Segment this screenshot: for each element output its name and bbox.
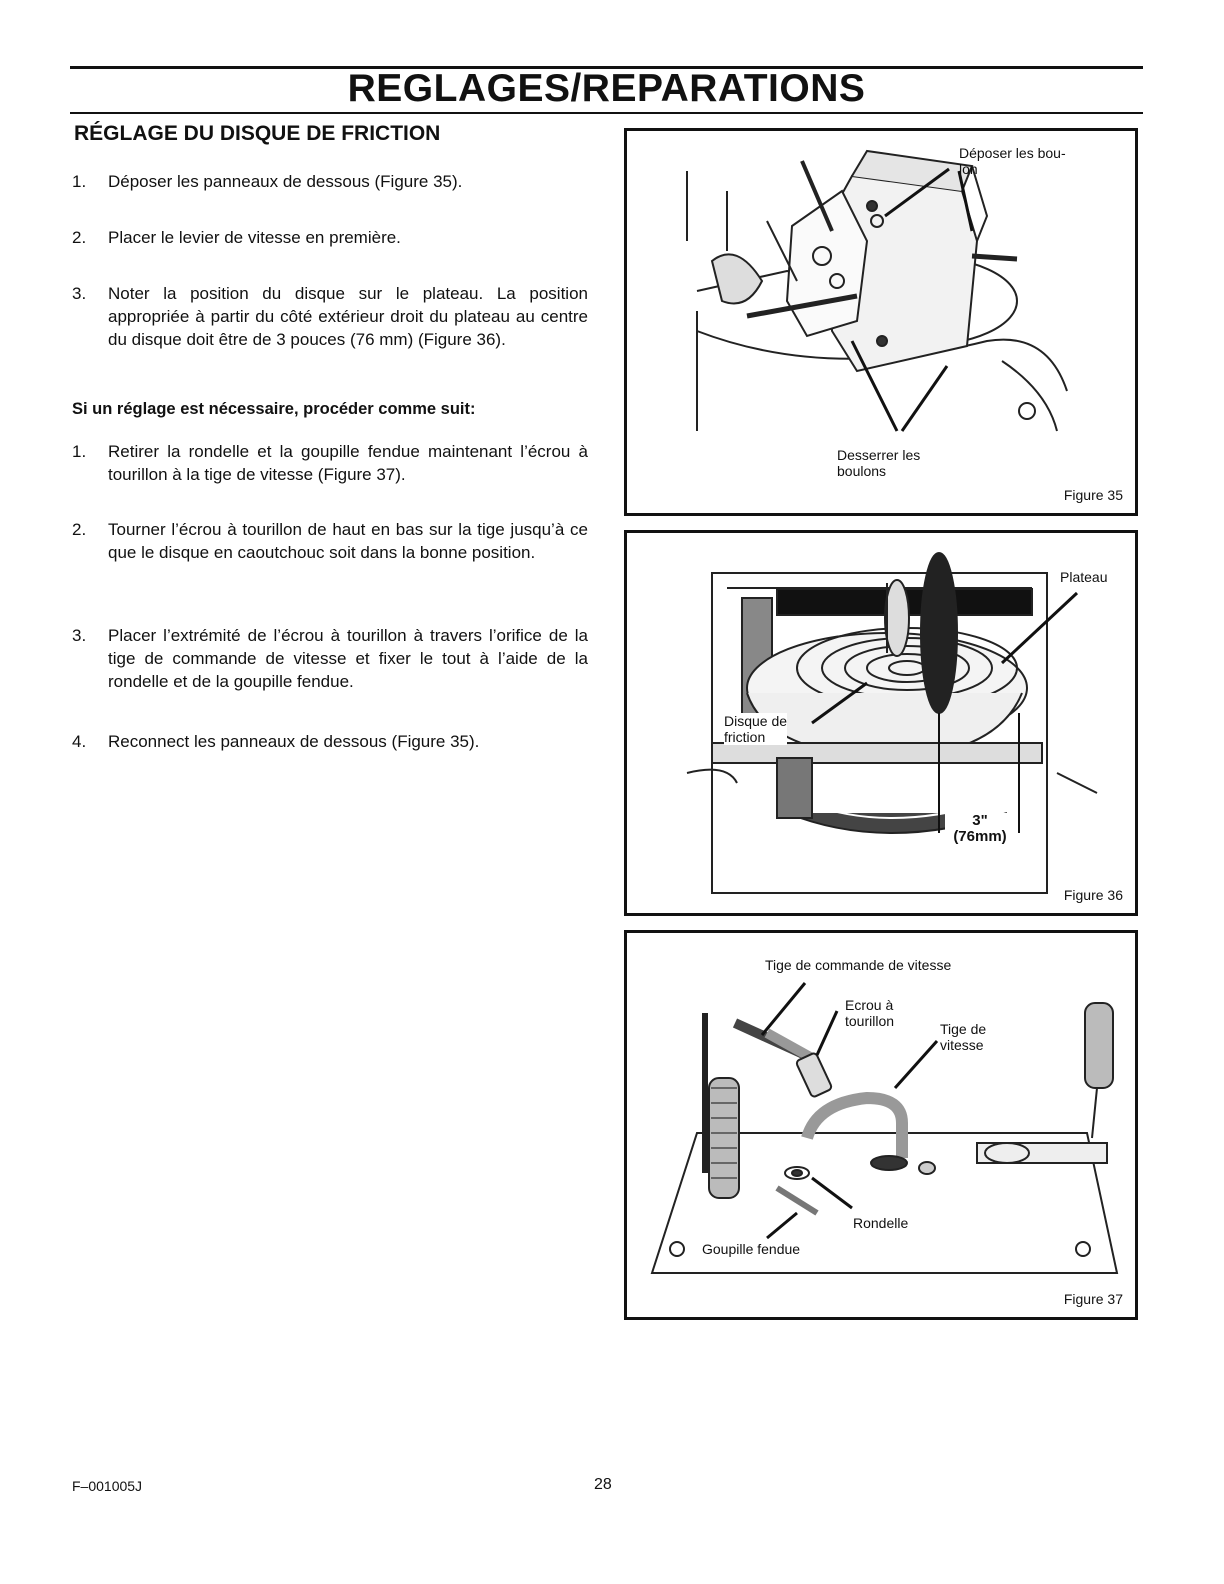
page-title: REGLAGES/REPARATIONS (347, 67, 866, 110)
label-friction-disc (724, 713, 787, 745)
step-number: 4. (72, 732, 87, 751)
step-number: 3. (72, 284, 87, 303)
figure-37 (624, 930, 1138, 1320)
label-line: tourillon (845, 1013, 895, 1029)
dimension-label (945, 813, 1015, 845)
label-line: boulons (837, 463, 887, 479)
step-number: 3. (72, 626, 87, 645)
step-text: Placer le levier de vitesse en première. (108, 228, 401, 247)
step-number: 1. (72, 172, 87, 191)
label-line: vitesse (940, 1037, 984, 1053)
label-line: Disque de (724, 713, 788, 729)
document-code: F–001005J (72, 1478, 143, 1494)
label-washer: Rondelle (853, 1215, 909, 1231)
step-number: 1. (72, 442, 87, 461)
label-control-rod: Tige de commande de vitesse (765, 957, 952, 973)
label-loosen-bolts (837, 447, 920, 479)
figure-35 (624, 128, 1138, 516)
figure-caption: Figure 36 (1063, 887, 1123, 903)
label-line: friction (724, 729, 766, 745)
step-text: Retirer la rondelle et la goupille fendue maintenant l’écrou à tourillon à la tige de vitesse (Figure 37). (108, 442, 588, 484)
step-text: Déposer les panneaux de dessous (Figure 35). (108, 172, 463, 191)
step-text: Reconnect les panneaux de dessous (Figure 35). (108, 732, 480, 751)
label-remove-bolts (959, 145, 1066, 177)
label-line: Ecrou à (845, 997, 894, 1013)
figure-36 (624, 530, 1138, 916)
dimension-mm: (76mm) (953, 828, 1007, 845)
label-line: lon (959, 161, 978, 177)
label-line: Tige de (940, 1021, 987, 1037)
label-line: Desserrer les (837, 447, 921, 463)
step-text: Noter la position du disque sur le plateau. La position appropriée à partir du côté extérieur droit du plateau au centre du disque doit être de 3 pouces (76 mm) (Figure 36). (108, 284, 588, 349)
label-plate: Plateau (1060, 569, 1108, 585)
step-number: 2. (72, 228, 87, 247)
figure-37-drawing (627, 933, 1138, 1320)
section-heading: RÉGLAGE DU DISQUE DE FRICTION (74, 122, 441, 145)
label-line: Déposer les bou- (959, 145, 1066, 161)
step-text: Placer l’extrémité de l’écrou à tourillon à travers l’orifice de la tige de commande de vitesse et fixer le tout à l’aide de la rondelle et de la goupille fendue. (108, 626, 588, 691)
label-cotter-pin: Goupille fendue (702, 1241, 801, 1257)
step-text: Tourner l’écrou à tourillon de haut en bas sur la tige jusqu’à ce que le disque en caoutchouc soit dans la bonne position. (108, 520, 588, 562)
figure-caption: Figure 35 (1063, 487, 1123, 503)
page-number: 28 (594, 1476, 612, 1493)
dimension-inches: 3" (972, 812, 988, 829)
step-number: 2. (72, 520, 87, 539)
label-trunnion-nut (845, 997, 894, 1029)
figure-caption: Figure 37 (1063, 1291, 1123, 1307)
subheading: Si un réglage est nécessaire, procéder comme suit: (72, 400, 476, 418)
header-rule-bottom (70, 112, 1143, 114)
figure-36-drawing (627, 533, 1138, 916)
label-speed-rod (940, 1021, 986, 1053)
